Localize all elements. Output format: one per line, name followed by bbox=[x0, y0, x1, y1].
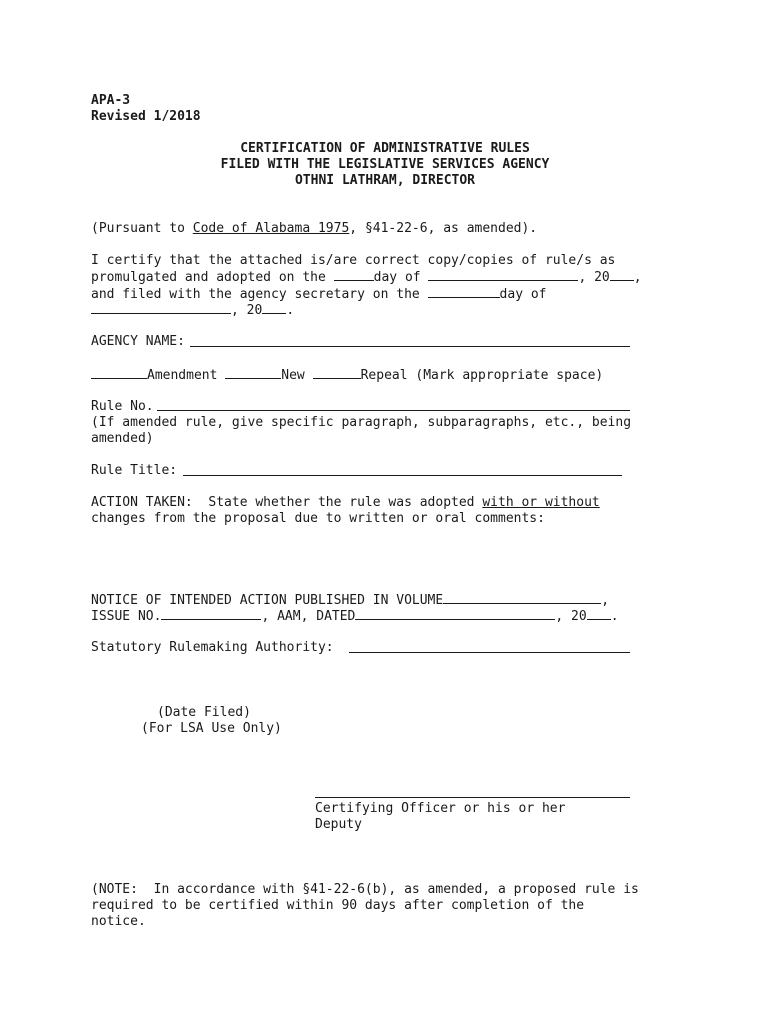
repeal-mark-field[interactable] bbox=[313, 367, 361, 379]
certify-period: . bbox=[286, 303, 295, 318]
issue-no-field[interactable] bbox=[161, 608, 261, 620]
form-id: APA-3 bbox=[91, 93, 131, 108]
rule-title-label: Rule Title: bbox=[91, 463, 178, 478]
notice-volume-label: NOTICE OF INTENDED ACTION PUBLISHED IN VOLUME bbox=[91, 593, 444, 608]
note-line-1: (NOTE: In accordance with §41-22-6(b), as amended, a proposed rule is bbox=[91, 882, 639, 897]
statutory-authority-label: Statutory Rulemaking Authority: bbox=[91, 640, 334, 655]
pursuant-prefix: (Pursuant to bbox=[91, 221, 193, 236]
filed-day-field[interactable] bbox=[428, 286, 500, 298]
notice-line-2 bbox=[91, 608, 619, 624]
action-taken-line-1 bbox=[91, 495, 600, 511]
notice-comma: , bbox=[601, 593, 610, 608]
note-line-2: required to be certified within 90 days after completion of the bbox=[91, 898, 585, 913]
amendment-mark-field[interactable] bbox=[91, 367, 147, 379]
certify-day-of-text: day of bbox=[373, 270, 429, 285]
action-taken-prefix: ACTION TAKEN: State whether the rule was adopted bbox=[91, 495, 483, 510]
certifying-officer-label-2: Deputy bbox=[315, 817, 362, 832]
certify-line-3 bbox=[91, 286, 547, 302]
new-mark-field[interactable] bbox=[225, 367, 281, 379]
certify-filed-text: and filed with the agency secretary on the bbox=[91, 287, 428, 302]
certifying-officer-label-1: Certifying Officer or his or her bbox=[315, 801, 566, 816]
filed-month-field[interactable] bbox=[91, 302, 231, 314]
agency-name-label: AGENCY NAME: bbox=[91, 334, 185, 349]
notice-year-field[interactable] bbox=[587, 608, 611, 620]
title-line-2: FILED WITH THE LEGISLATIVE SERVICES AGENCY bbox=[220, 157, 550, 172]
pursuant-line bbox=[91, 221, 537, 237]
notice-line-1 bbox=[91, 592, 609, 608]
action-taken-line-2: changes from the proposal due to written or oral comments: bbox=[91, 511, 545, 526]
with-or-without-text: with or without bbox=[482, 495, 600, 510]
title-line-1: CERTIFICATION OF ADMINISTRATIVE RULES bbox=[240, 141, 530, 156]
certify-filed-year-prefix: , 20 bbox=[231, 303, 263, 318]
rule-no-note-line-1: (If amended rule, give specific paragraph, subparagraphs, etc., being bbox=[91, 415, 632, 430]
certify-line-1: I certify that the attached is/are correct copy/copies of rule/s as bbox=[91, 253, 616, 268]
aam-dated-label: , AAM, DATED bbox=[261, 609, 356, 624]
title-line-3: OTHNI LATHRAM, DIRECTOR bbox=[294, 173, 475, 188]
rule-title-field[interactable] bbox=[183, 475, 622, 476]
certify-comma: , bbox=[633, 270, 642, 285]
action-type-line bbox=[91, 367, 603, 383]
certify-year-prefix: , 20 bbox=[578, 270, 610, 285]
signature-line[interactable] bbox=[315, 797, 630, 798]
repeal-label: Repeal (Mark appropriate space) bbox=[360, 368, 604, 383]
rule-no-note-line-2: amended) bbox=[91, 431, 154, 446]
pursuant-suffix: , §41-22-6, as amended). bbox=[349, 221, 538, 236]
agency-name-field[interactable] bbox=[190, 346, 630, 347]
certify-line-4 bbox=[91, 302, 294, 318]
notice-year-prefix: , 20 bbox=[555, 609, 587, 624]
volume-field[interactable] bbox=[443, 592, 601, 604]
revision-date: Revised 1/2018 bbox=[91, 109, 201, 124]
filed-year-field[interactable] bbox=[262, 302, 286, 314]
adopted-month-field[interactable] bbox=[428, 269, 578, 281]
certify-line-2 bbox=[91, 269, 642, 285]
rule-no-label: Rule No. bbox=[91, 399, 154, 414]
code-of-alabama-link: Code of Alabama 1975 bbox=[192, 221, 350, 236]
rule-no-field[interactable] bbox=[157, 410, 630, 411]
amendment-label: Amendment bbox=[147, 368, 226, 383]
issue-no-label: ISSUE NO. bbox=[91, 609, 162, 624]
statutory-authority-field[interactable] bbox=[349, 652, 630, 653]
adopted-day-field[interactable] bbox=[334, 269, 374, 281]
lsa-use-only-label: (For LSA Use Only) bbox=[141, 721, 282, 736]
notice-period: . bbox=[610, 609, 619, 624]
certify-adopted-text: promulgated and adopted on the bbox=[91, 270, 334, 285]
adopted-year-field[interactable] bbox=[610, 269, 634, 281]
certify-filed-day-of-text: day of bbox=[499, 287, 547, 302]
dated-field[interactable] bbox=[355, 608, 555, 620]
new-label: New bbox=[281, 368, 313, 383]
note-line-3: notice. bbox=[91, 914, 146, 929]
date-filed-label: (Date Filed) bbox=[157, 705, 251, 720]
